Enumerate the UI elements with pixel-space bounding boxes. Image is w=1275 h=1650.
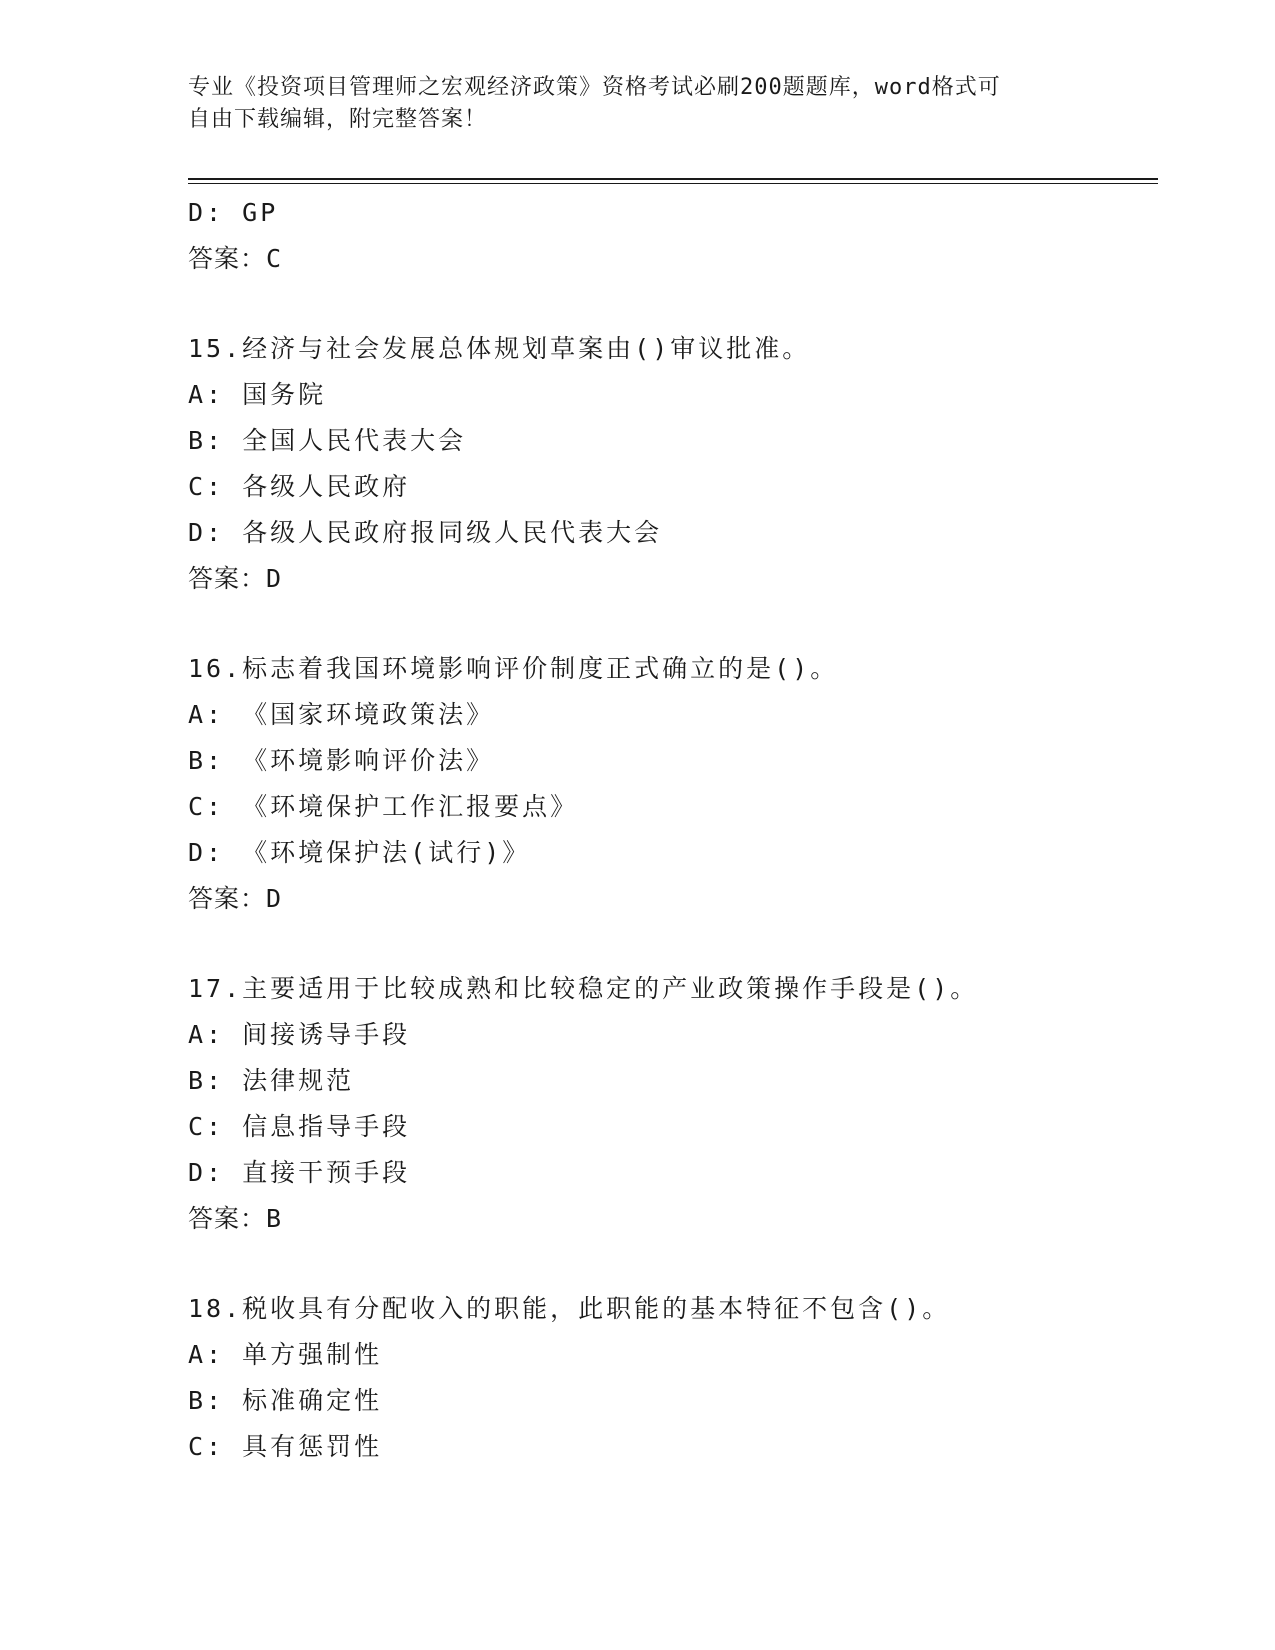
option-d: D: 直接干预手段	[188, 1158, 411, 1187]
header-divider-thin	[188, 183, 1158, 184]
document-header	[188, 72, 1088, 136]
option-d: D: 《环境保护法(试行)》	[188, 838, 531, 867]
answer-line	[188, 1196, 1158, 1242]
header-line-1: 专业《投资项目管理师之宏观经济政策》资格考试必刷200题题库，word格式可	[188, 75, 1001, 100]
answer-label: 答案：	[188, 244, 267, 273]
option-b: B: 法律规范	[188, 1066, 355, 1095]
question-stem: 17.主要适用于比较成熟和比较稳定的产业政策操作手段是()。	[188, 974, 979, 1003]
answer-line	[188, 876, 1158, 922]
option-b: B: 全国人民代表大会	[188, 426, 467, 455]
question-block-18	[188, 1286, 1158, 1470]
header-divider-thick	[188, 178, 1158, 180]
spacer	[188, 602, 1158, 646]
answer-line	[188, 236, 1158, 282]
option-a: A: 单方强制性	[188, 1340, 383, 1369]
answer-value: D	[266, 884, 283, 913]
question-stem: 15.经济与社会发展总体规划草案由()审议批准。	[188, 334, 811, 363]
spacer	[188, 922, 1158, 966]
answer-label: 答案：	[188, 884, 267, 913]
answer-value: D	[266, 564, 283, 593]
option-c: C: 信息指导手段	[188, 1112, 411, 1141]
answer-value: C	[266, 244, 283, 273]
answer-line	[188, 556, 1158, 602]
option-a: A: 间接诱导手段	[188, 1020, 411, 1049]
question-list	[188, 190, 1158, 1470]
option-b: B: 标准确定性	[188, 1386, 383, 1415]
question-block-16	[188, 646, 1158, 922]
question-stem: 16.标志着我国环境影响评价制度正式确立的是()。	[188, 654, 839, 683]
spacer	[188, 1242, 1158, 1286]
question-block-14	[188, 190, 1158, 282]
option-b: B: 《环境影响评价法》	[188, 746, 495, 775]
option-c: C: 各级人民政府	[188, 472, 411, 501]
question-block-15	[188, 326, 1158, 602]
question-block-17	[188, 966, 1158, 1242]
answer-label: 答案：	[188, 1204, 267, 1233]
question-stem: 18.税收具有分配收入的职能，此职能的基本特征不包含()。	[188, 1294, 951, 1323]
option-d: D: GP	[188, 198, 279, 227]
option-d: D: 各级人民政府报同级人民代表大会	[188, 518, 663, 547]
option-a: A: 《国家环境政策法》	[188, 700, 495, 729]
header-line-2: 自由下载编辑，附完整答案！	[188, 107, 488, 132]
answer-value: B	[266, 1204, 283, 1233]
answer-label: 答案：	[188, 564, 267, 593]
option-a: A: 国务院	[188, 380, 327, 409]
option-c: C: 《环境保护工作汇报要点》	[188, 792, 579, 821]
option-c: C: 具有惩罚性	[188, 1432, 383, 1461]
spacer	[188, 282, 1158, 326]
